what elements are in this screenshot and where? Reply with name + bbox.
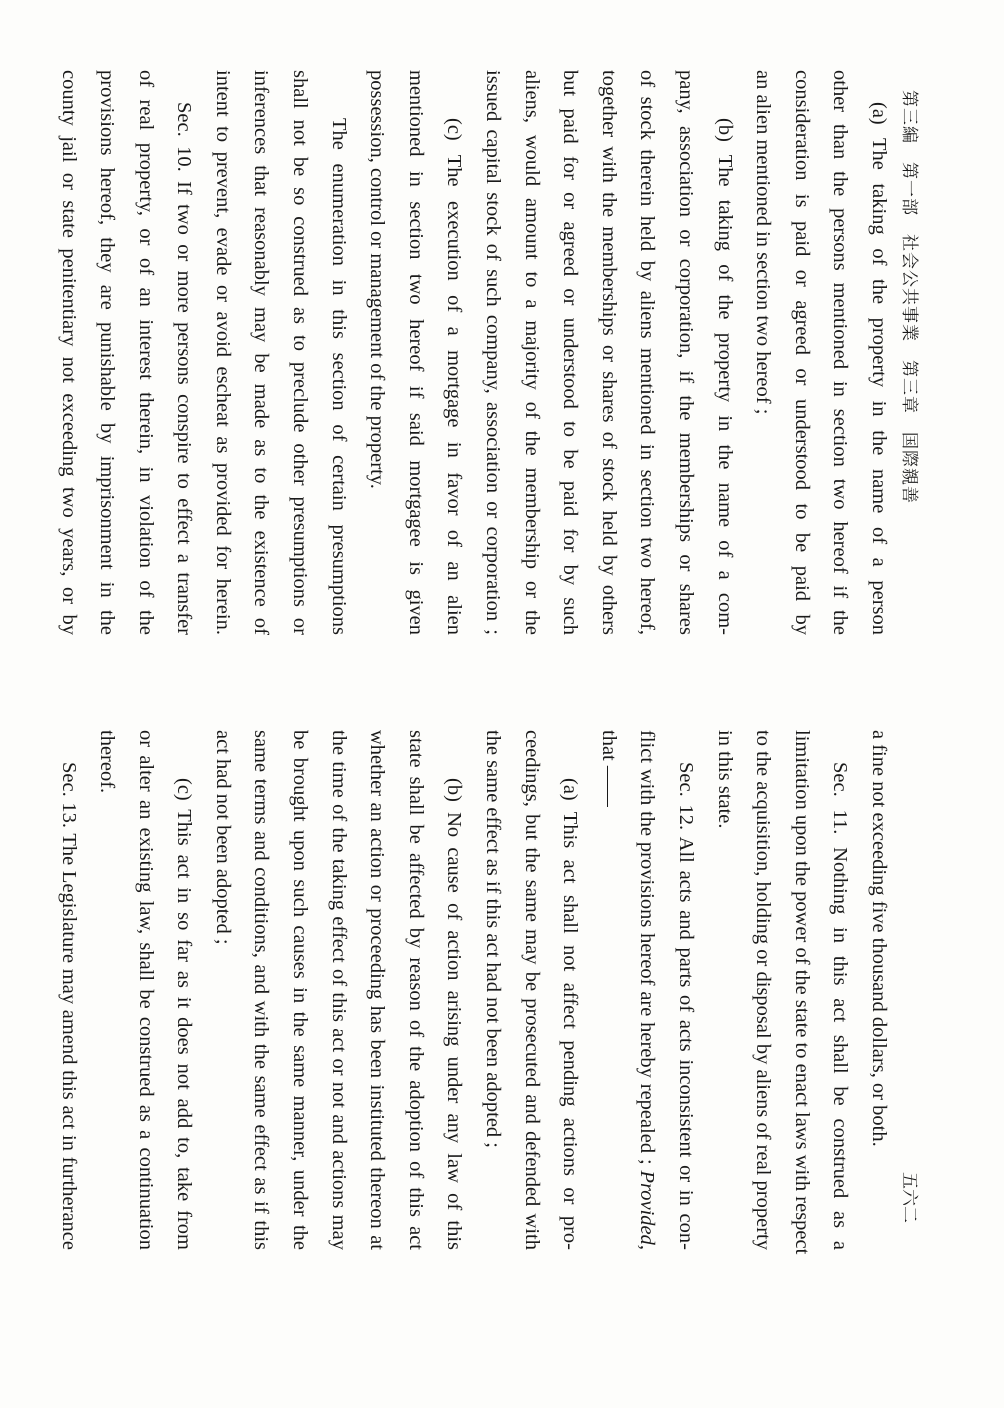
emphasis: Provided, <box>636 1170 659 1250</box>
text-line: the time of the taking effect of this act or not and actions may <box>327 730 350 1250</box>
left-column <box>18 70 898 635</box>
text-line: in this state. <box>713 730 736 829</box>
text-line: but paid for or agreed or understood to be paid for by such <box>559 70 582 635</box>
text-line: The enumeration in this section of certain presumptions <box>327 118 350 635</box>
text-line: act had not been adopted ; <box>211 730 234 945</box>
text-line: flict with the provisions hereof are hereby repealed ; Provided, <box>636 730 659 1250</box>
text-line: together with the memberships or shares of stock held by others <box>597 70 620 635</box>
text-line: or alter an existing law, shall be construed as a continuation <box>134 730 157 1250</box>
running-head: 第三編 第一部 社会公共事業 第三章 国際親善 <box>899 90 919 504</box>
text-line: Sec. 10. If two or more persons conspire to effect a transfer <box>173 102 196 635</box>
text-line: mentioned in section two hereof if said mortgagee is given <box>404 70 427 635</box>
text-line: (b) The taking of the property in the name of a com- <box>713 118 736 635</box>
text-line: ceedings, but the same may be prosecuted and defended with <box>520 730 543 1250</box>
text-line: issued capital stock of such company, association or corporation ; <box>482 70 505 635</box>
page-number: 五六二 <box>899 1172 919 1223</box>
text-line: (a) The taking of the property in the name of a person <box>868 102 890 635</box>
text-line: whether an action or proceeding has been instituted thereon at <box>366 730 389 1250</box>
right-column <box>18 730 898 1255</box>
text-line: Sec. 12. All acts and parts of acts inconsistent or in con- <box>675 762 698 1250</box>
text-line: limitation upon the power of the state to enact laws with respect <box>790 730 813 1255</box>
text-line: be brought upon such causes in the same manner, under the <box>289 730 312 1250</box>
text-line: (c) The execution of a mortgage in favor of an alien <box>443 118 466 635</box>
text-line: (b) No cause of action arising under any law of this <box>443 778 466 1250</box>
text-line: inferences that reasonably may be made as to the existence of <box>250 70 273 635</box>
text-line: state shall be affected by reason of the adoption of this act <box>404 730 427 1250</box>
text-line: a fine not exceeding five thousand dollars, or both. <box>868 730 890 1147</box>
text-line: to the acquisition, holding or disposal by aliens of real property <box>752 730 775 1250</box>
text-line: pany, association or corporation, if the memberships or shares <box>675 70 698 635</box>
text-line: Sec. 13. The Legislature may amend this act in furtherance <box>57 762 80 1250</box>
text-line: possession, control or management of the property. <box>366 70 389 489</box>
text-line: same terms and conditions, and with the same effect as if this <box>250 730 273 1250</box>
text-line: consideration is paid or agreed or understood to be paid by <box>790 70 813 635</box>
text-line: Sec. 11. Nothing in this act shall be construed as a <box>829 762 852 1250</box>
text-line: other than the persons mentioned in section two hereof if the <box>829 70 852 635</box>
text-line: an alien mentioned in section two hereof ; <box>752 70 775 415</box>
text-line: of real property, or of an interest therein, in violation of the <box>134 70 157 635</box>
text-line: aliens, would amount to a majority of the membership or the <box>520 70 543 635</box>
text-line: thereof. <box>96 730 119 794</box>
text-line: provisions hereof, they are punishable by imprisonment in the <box>96 70 119 635</box>
text-line: (c) This act in so far as it does not add to, take from <box>173 778 196 1250</box>
text-line: shall not be so construed as to preclude other presumptions or <box>289 70 312 635</box>
text-line: county jail or state penitentiary not exceeding two years, or by <box>57 70 80 635</box>
text-line: of stock therein held by aliens mentioned in section two hereof, <box>636 70 659 635</box>
text-line: (a) This act shall not affect pending actions or pro- <box>559 778 582 1250</box>
text-line: intent to prevent, evade or avoid escheat as provided for herein. <box>211 70 234 635</box>
text-line: that —— <box>597 730 620 807</box>
text-line: the same effect as if this act had not been adopted ; <box>482 730 505 1149</box>
